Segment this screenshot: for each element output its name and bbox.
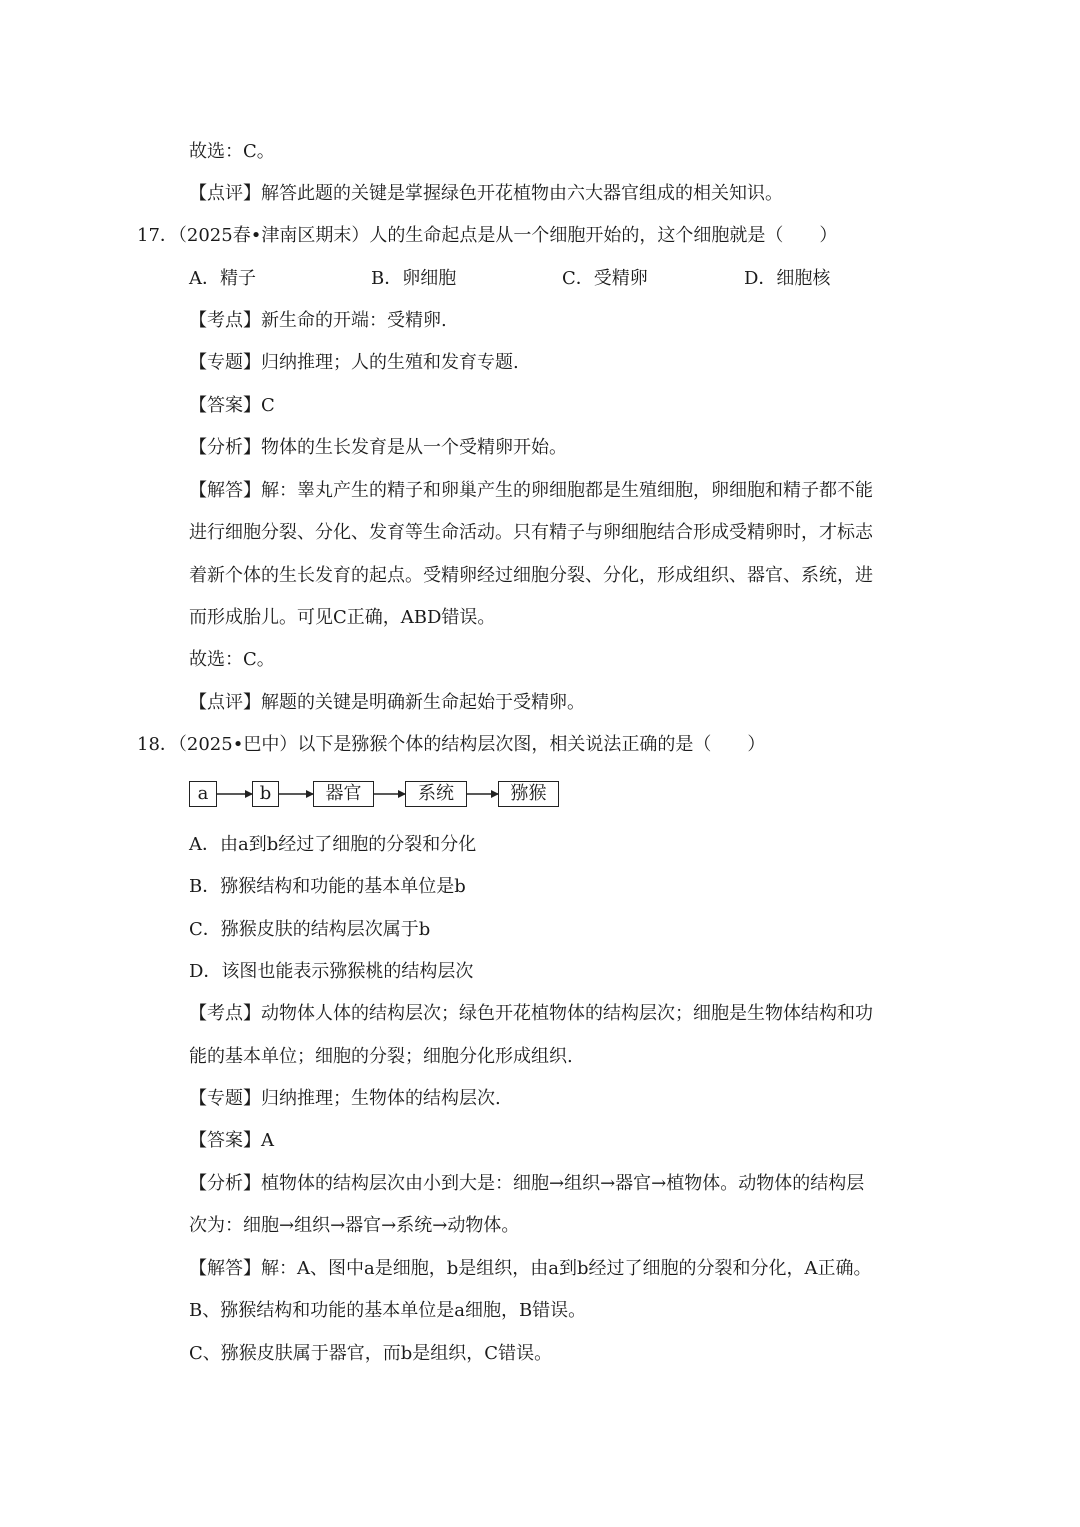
answer-choice-line: 故选：C。: [189, 141, 275, 162]
option-c: C．猕猴皮肤的结构层次属于b: [189, 919, 431, 940]
option-d: D．细胞核: [744, 268, 831, 289]
solution-line: B、猕猴结构和功能的基本单位是a细胞，B错误。: [189, 1300, 587, 1321]
zhuanti-line: 【专题】归纳推理；人的生殖和发育专题.: [189, 352, 519, 373]
analysis-line: 【分析】植物体的结构层次由小到大是：细胞→组织→器官→植物体。动物体的结构层: [189, 1173, 865, 1194]
diagram-node-b: b: [252, 781, 279, 807]
answer-line: 【答案】A: [189, 1130, 274, 1151]
diagram-node-organ: 器官: [313, 781, 374, 807]
kaodian-line: 能的基本单位；细胞的分裂；细胞分化形成组织.: [189, 1046, 573, 1067]
option-b: B．卵细胞: [371, 268, 457, 289]
option-a: A．由a到b经过了细胞的分裂和分化: [189, 834, 477, 855]
analysis-line: 【分析】物体的生长发育是从一个受精卵开始。: [189, 437, 567, 458]
analysis-line: 次为：细胞→组织→器官→系统→动物体。: [189, 1215, 520, 1236]
diagram-node-system: 系统: [405, 781, 467, 807]
answer-line: 【答案】C: [189, 395, 275, 416]
comment-line: 【点评】解答此题的关键是掌握绿色开花植物由六大器官组成的相关知识。: [189, 183, 783, 204]
option-c: C．受精卵: [562, 268, 648, 289]
solution-line: 【解答】解：睾丸产生的精子和卵巢产生的卵细胞都是生殖细胞，卵细胞和精子都不能: [189, 480, 873, 501]
solution-line: 进行细胞分裂、分化、发育等生命活动。只有精子与卵细胞结合形成受精卵时，才标志: [189, 522, 873, 543]
kaodian-line: 【考点】新生命的开端：受精卵.: [189, 310, 447, 331]
solution-line: C、猕猴皮肤属于器官，而b是组织，C错误。: [189, 1343, 553, 1364]
comment-line: 【点评】解题的关键是明确新生命起始于受精卵。: [189, 692, 585, 713]
diagram-node-macaque: 猕猴: [498, 781, 559, 807]
question-17-stem: 17．（2025春•津南区期末）人的生命起点是从一个细胞开始的，这个细胞就是（ ）: [137, 225, 838, 246]
question-18-stem: 18．（2025•巴中）以下是猕猴个体的结构层次图，相关说法正确的是（ ）: [137, 734, 766, 755]
zhuanti-line: 【专题】归纳推理；生物体的结构层次.: [189, 1088, 501, 1109]
solution-line: 着新个体的生长发育的起点。受精卵经过细胞分裂、分化，形成组织、器官、系统，进: [189, 565, 873, 586]
option-b: B．猕猴结构和功能的基本单位是b: [189, 876, 466, 897]
structure-hierarchy-diagram: [189, 779, 569, 811]
diagram-node-a: a: [189, 781, 217, 807]
solution-line: 【解答】解：A、图中a是细胞，b是组织，由a到b经过了细胞的分裂和分化，A正确。: [189, 1258, 872, 1279]
answer-choice-line: 故选：C。: [189, 649, 275, 670]
option-d: D．该图也能表示猕猴桃的结构层次: [189, 961, 474, 982]
solution-line: 而形成胎儿。可见C正确，ABD错误。: [189, 607, 496, 628]
kaodian-line: 【考点】动物体人体的结构层次；绿色开花植物体的结构层次；细胞是生物体结构和功: [189, 1003, 873, 1024]
option-a: A．精子: [189, 268, 256, 289]
